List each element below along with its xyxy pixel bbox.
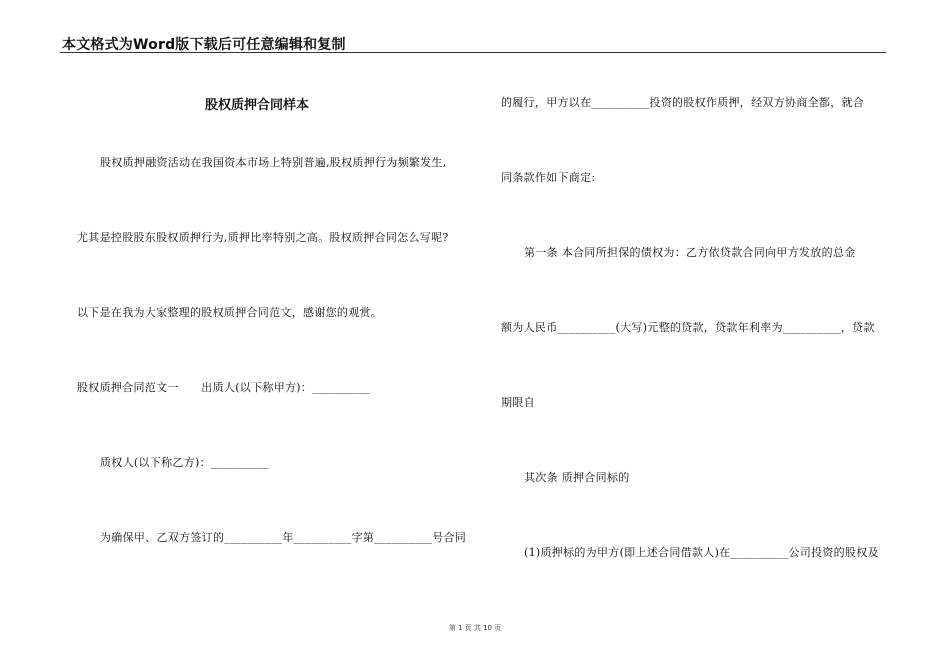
paragraph-line: 期限自 <box>501 396 535 409</box>
paragraph-line: 尤其是控股股东股权质押行为,质押比率特别之高。股权质押合同怎么写呢? <box>77 231 449 244</box>
paragraph-line: (1)质押标的为甲方(即上述合同借款人)在__________公司投资的股权及 <box>524 546 879 559</box>
paragraph-line: 以下是在我为大家整理的股权质押合同范文，感谢您的观赏。 <box>77 306 383 319</box>
header-rule <box>60 52 886 53</box>
paragraph-line: 其次条 质押合同标的 <box>524 471 630 484</box>
paragraph-line: 股权质押合同范文一 出质人(以下称甲方)：__________ <box>77 381 371 394</box>
paragraph-line: 股权质押融资活动在我国资本市场上特别普遍,股权质押行为频繁发生, <box>100 156 447 169</box>
paragraph-line: 同条款作如下商定: <box>501 171 596 184</box>
page-footer: 第 1 页 共 10 页 <box>448 624 502 632</box>
paragraph-line: 第一条 本合同所担保的债权为：乙方依贷款合同向甲方发放的总金 <box>524 246 856 259</box>
header-banner: 本文格式为Word版下载后可任意编辑和复制 <box>62 37 346 53</box>
document-title: 股权质押合同样本 <box>205 98 310 113</box>
paragraph-line: 为确保甲、乙双方签订的__________年__________字第__________号合同 <box>100 531 467 544</box>
paragraph-line: 额为人民币__________(大写)元整的贷款，贷款年利率为__________，贷款 <box>501 321 875 334</box>
paragraph-line: 质权人(以下称乙方)：__________ <box>100 456 269 469</box>
paragraph-line: 的履行，甲方以在__________投资的股权作质押，经双方协商全都，就合 <box>501 96 865 109</box>
